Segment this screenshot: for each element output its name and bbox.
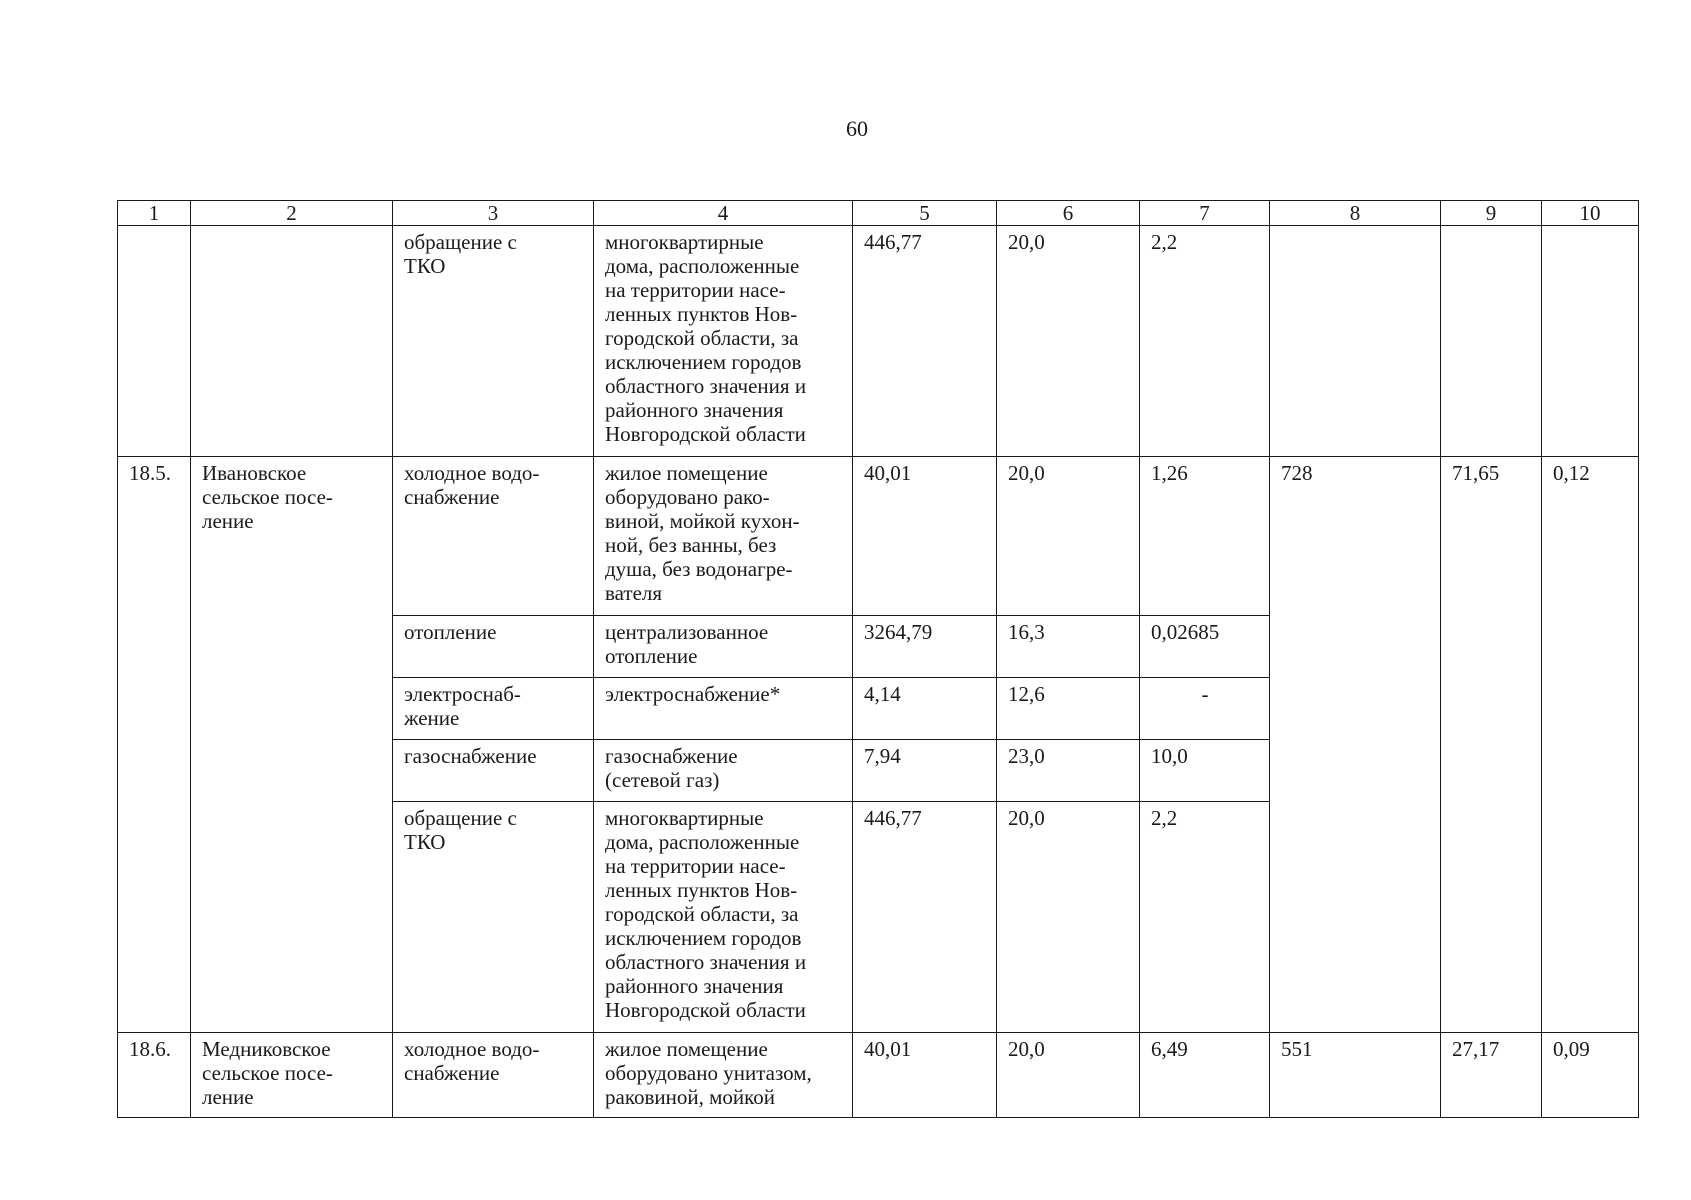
service-cell: электроснаб- жение (393, 678, 594, 740)
description-cell: централизованное отопление (594, 616, 853, 678)
header-cell: 8 (1270, 201, 1441, 226)
header-cell: 4 (594, 201, 853, 226)
table-row (118, 457, 1639, 616)
value-cell: 10,0 (1140, 740, 1270, 802)
value-cell: 6,49 (1140, 1033, 1270, 1118)
value-cell: 2,2 (1140, 802, 1270, 1033)
table-cell (191, 226, 393, 457)
value-cell: 20,0 (997, 1033, 1140, 1118)
value-cell: 23,0 (997, 740, 1140, 802)
description-cell: многоквартирные дома, расположенные на территории насе- ленных пунктов Нов- городской области, за исключением городов областного значения и районного значения Новгородской области (594, 226, 853, 457)
service-cell: обращение с ТКО (393, 802, 594, 1033)
header-cell: 3 (393, 201, 594, 226)
header-cell: 1 (118, 201, 191, 226)
value-cell: 3264,79 (853, 616, 997, 678)
description-cell: многоквартирные дома, расположенные на территории насе- ленных пунктов Нов- городской области, за исключением городов областного значения и районного значения Новгородской области (594, 802, 853, 1033)
header-cell: 5 (853, 201, 997, 226)
value-cell: 20,0 (997, 802, 1140, 1033)
section-number: 18.5. (118, 457, 191, 1033)
value-cell: 728 (1270, 457, 1441, 1033)
value-cell: 40,01 (853, 1033, 997, 1118)
value-cell: 71,65 (1441, 457, 1542, 1033)
settlement-name: Медниковское сельское посе- ление (191, 1033, 393, 1118)
value-cell: 7,94 (853, 740, 997, 802)
description-cell: жилое помещение оборудовано рако- виной, мойкой кухон- ной, без ванны, без душа, без водонагре- вателя (594, 457, 853, 616)
header-cell: 2 (191, 201, 393, 226)
value-cell: 1,26 (1140, 457, 1270, 616)
description-cell: газоснабжение (сетевой газ) (594, 740, 853, 802)
table-cell (1270, 226, 1441, 457)
value-cell: 0,12 (1542, 457, 1639, 1033)
value-cell: 446,77 (853, 802, 997, 1033)
settlement-name: Ивановское сельское посе- ление (191, 457, 393, 1033)
service-cell: газоснабжение (393, 740, 594, 802)
header-cell: 6 (997, 201, 1140, 226)
table-cell (1542, 226, 1639, 457)
table-row (118, 226, 1639, 457)
value-cell: 12,6 (997, 678, 1140, 740)
value-cell: 16,3 (997, 616, 1140, 678)
section-number: 18.6. (118, 1033, 191, 1118)
value-cell: 0,09 (1542, 1033, 1639, 1118)
service-cell: холодное водо- снабжение (393, 1033, 594, 1118)
header-cell: 10 (1542, 201, 1639, 226)
value-cell: 2,2 (1140, 226, 1270, 457)
description-cell: жилое помещение оборудовано унитазом, раковиной, мойкой (594, 1033, 853, 1118)
service-cell: холодное водо- снабжение (393, 457, 594, 616)
description-cell: электроснабжение* (594, 678, 853, 740)
value-cell: 27,17 (1441, 1033, 1542, 1118)
value-cell: 20,0 (997, 457, 1140, 616)
table-cell (118, 226, 191, 457)
value-cell: 0,02685 (1140, 616, 1270, 678)
value-cell: 20,0 (997, 226, 1140, 457)
service-cell: отопление (393, 616, 594, 678)
header-row (118, 201, 1639, 226)
header-cell: 7 (1140, 201, 1270, 226)
value-cell: - (1140, 678, 1270, 740)
table-row (118, 1033, 1639, 1118)
value-cell: 446,77 (853, 226, 997, 457)
header-cell: 9 (1441, 201, 1542, 226)
service-cell: обращение с ТКО (393, 226, 594, 457)
value-cell: 551 (1270, 1033, 1441, 1118)
table-cell (1441, 226, 1542, 457)
value-cell: 40,01 (853, 457, 997, 616)
value-cell: 4,14 (853, 678, 997, 740)
page-number: 60 (846, 116, 868, 141)
tariff-table (117, 200, 1639, 1118)
